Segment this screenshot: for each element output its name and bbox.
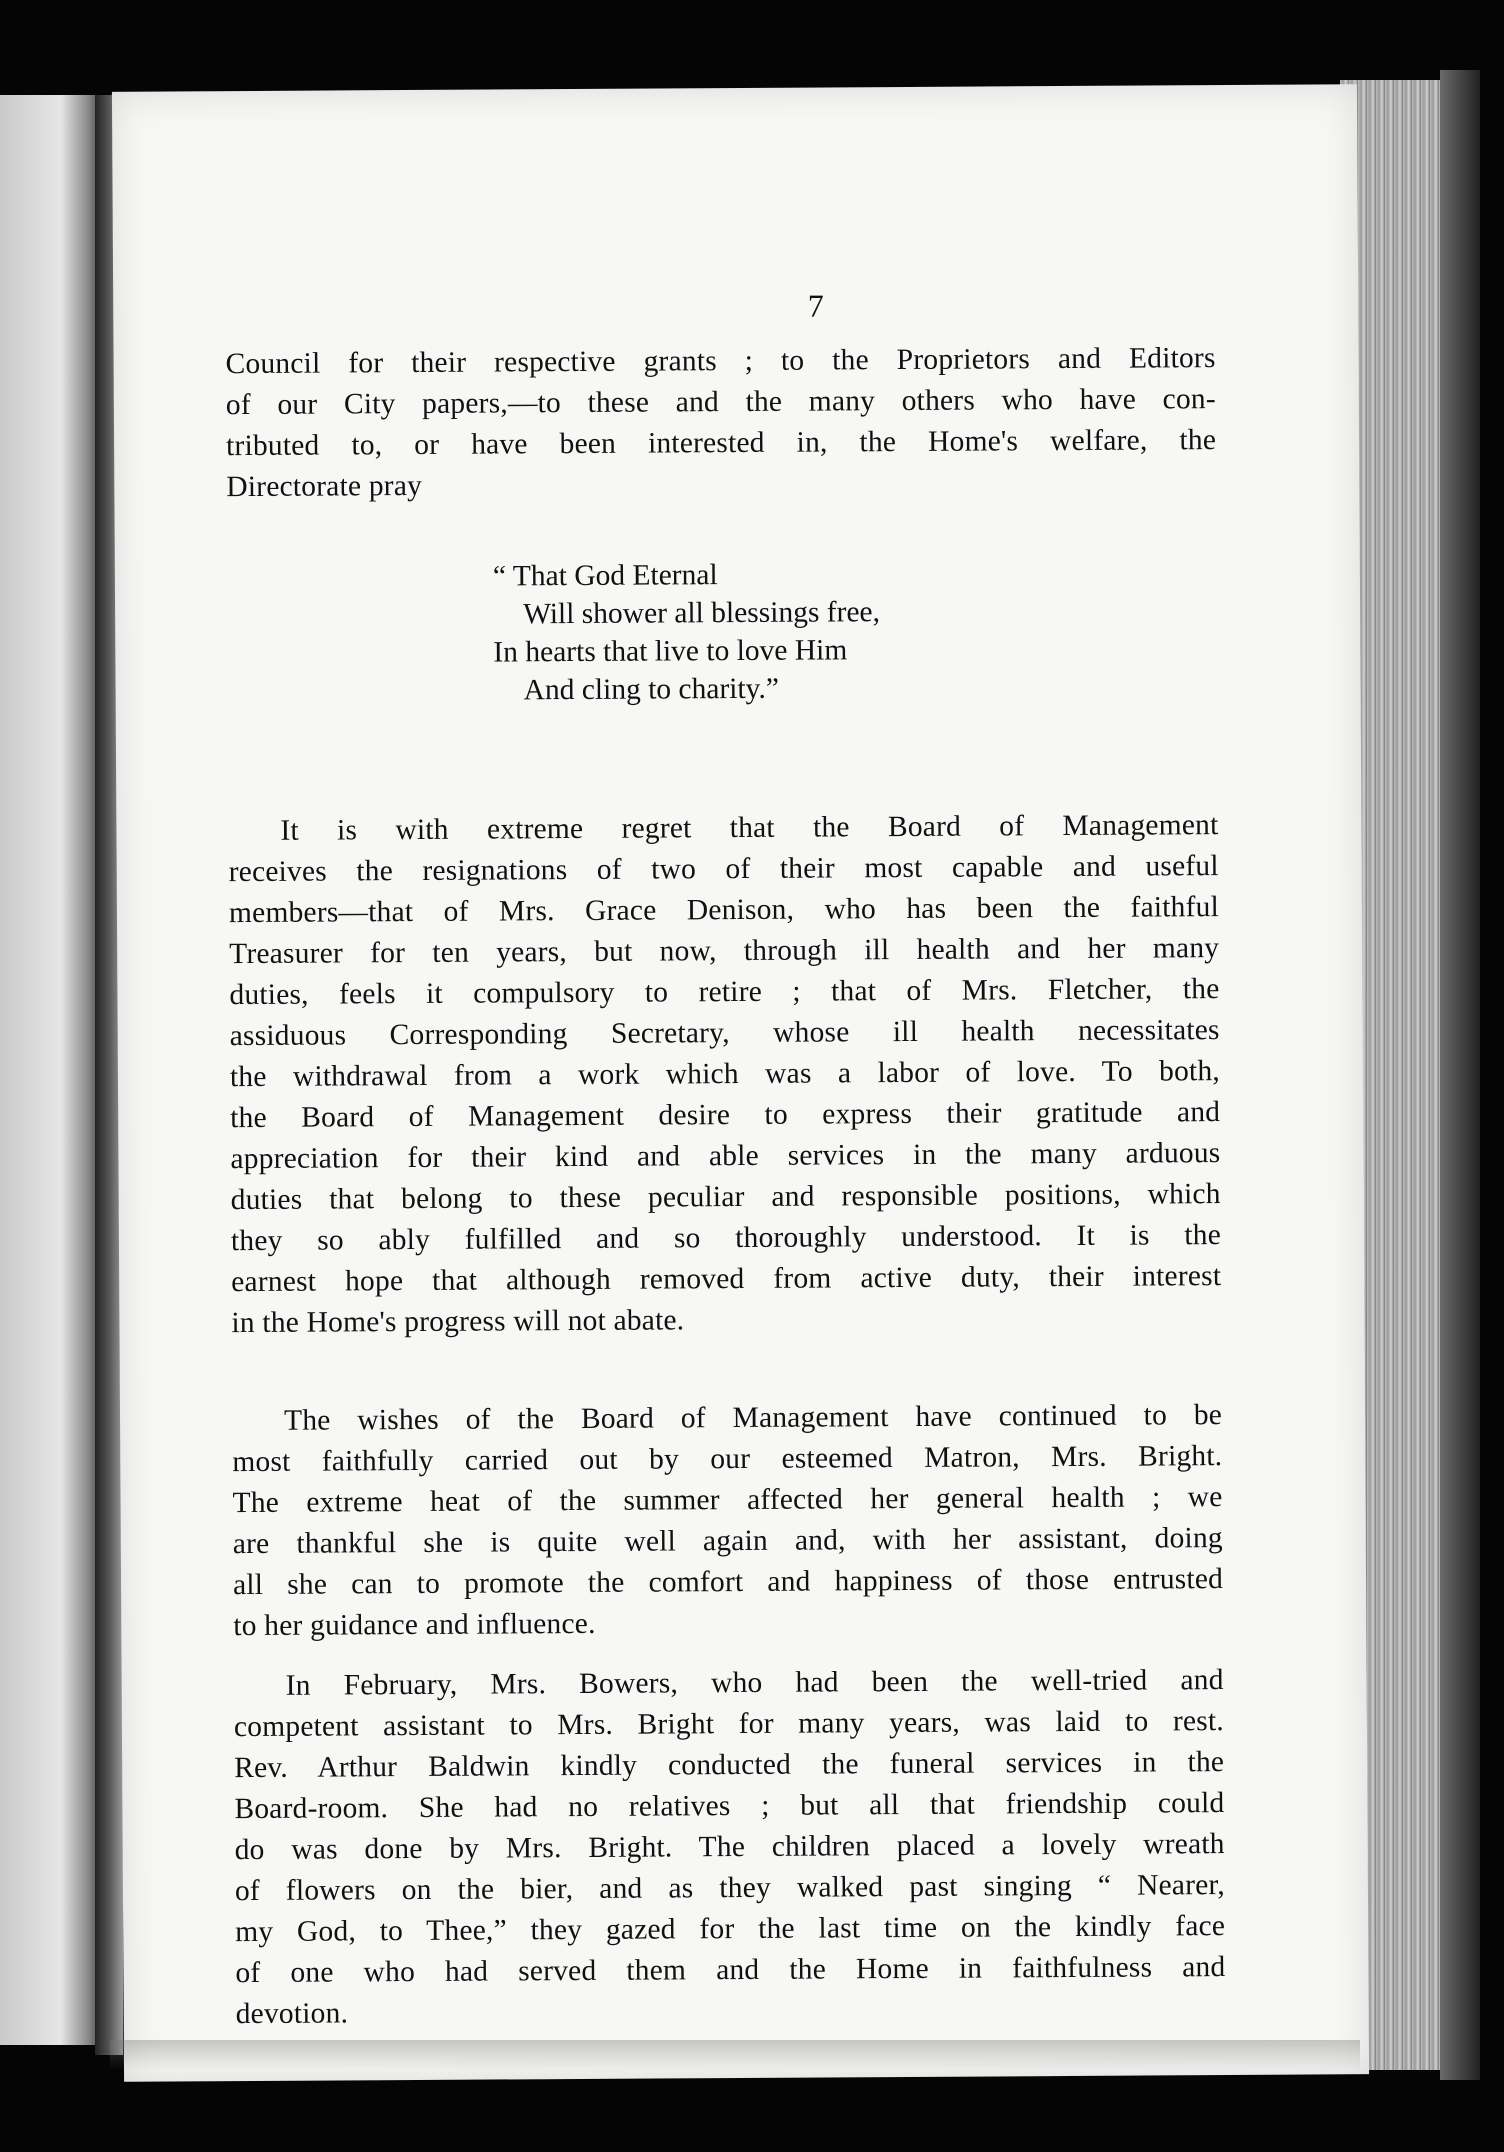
text-line: competent assistant to Mrs. Bright for many years, was laid to rest. bbox=[233, 1705, 1225, 1744]
text-line: earnest hope that although removed from active duty, their interest bbox=[231, 1260, 1222, 1299]
text-line: members—that of Mrs. Grace Denison, who has been the faithful bbox=[228, 891, 1220, 930]
poem-line: And cling to charity.” bbox=[523, 672, 780, 707]
text-line: Treasurer for ten years, but now, through ill health and her many bbox=[229, 932, 1220, 971]
poem-line: Will shower all blessings free, bbox=[523, 596, 881, 631]
text-line: Rev. Arthur Baldwin kindly conducted the funeral services in the bbox=[234, 1746, 1225, 1785]
text-line: the Board of Management desire to express their gratitude and bbox=[230, 1096, 1221, 1135]
text-line: in the Home's progress will not abate. bbox=[231, 1304, 685, 1340]
paragraph-bowers bbox=[234, 1660, 1226, 2035]
text-line: In February, Mrs. Bowers, who had been the well-tried and bbox=[285, 1664, 1224, 1702]
text-line: It is with extreme regret that the Board of Management bbox=[280, 809, 1219, 847]
poem-line: In hearts that live to love Him bbox=[493, 634, 848, 669]
paragraph-resignations bbox=[228, 805, 1221, 1344]
book-page bbox=[112, 84, 1369, 2082]
page-number: 7 bbox=[807, 287, 824, 324]
text-line: tributed to, or have been interested in, the Home's welfare, the bbox=[226, 424, 1217, 463]
text-line: to her guidance and influence. bbox=[233, 1607, 596, 1643]
text-line: duties, feels it compulsory to retire ; that of Mrs. Fletcher, the bbox=[229, 973, 1220, 1012]
paragraph-matron bbox=[232, 1395, 1223, 1647]
text-line: of one who had served them and the Home in faithfulness and bbox=[235, 1951, 1226, 1990]
text-line: receives the resignations of two of their most capable and useful bbox=[228, 850, 1219, 889]
left-page-edge bbox=[0, 95, 110, 2045]
text-line: do was done by Mrs. Bright. The children placed a lovely wreath bbox=[234, 1828, 1225, 1867]
text-line: most faithfully carried out by our esteemed Matron, Mrs. Bright. bbox=[232, 1440, 1223, 1479]
text-line: of flowers on the bier, and as they walked past singing “ Nearer, bbox=[234, 1869, 1226, 1908]
paragraph-grants bbox=[225, 338, 1216, 508]
text-line: appreciation for their kind and able services in the many arduous bbox=[230, 1137, 1221, 1176]
text-line: The wishes of the Board of Management have continued to be bbox=[283, 1399, 1223, 1437]
text-line: Council for their respective grants ; to the Proprietors and Editors bbox=[225, 342, 1216, 381]
text-line: Board-room. She had no relatives ; but all that friendship could bbox=[234, 1787, 1225, 1826]
text-line: the withdrawal from a work which was a labor of love. To both, bbox=[229, 1055, 1221, 1094]
book-cover-edge bbox=[1440, 70, 1480, 2080]
text-line: duties that belong to these peculiar and responsible positions, which bbox=[230, 1178, 1221, 1217]
poem-line: “ That God Eternal bbox=[492, 559, 718, 593]
text-line: all she can to promote the comfort and happiness of those entrusted bbox=[232, 1563, 1224, 1602]
page-content bbox=[112, 84, 1369, 2082]
text-line: assiduous Corresponding Secretary, whose ill health necessitates bbox=[229, 1014, 1220, 1053]
page-bottom-shadow bbox=[110, 2040, 1360, 2070]
poem-quote bbox=[493, 555, 881, 709]
text-line: my God, to Thee,” they gazed for the last time on the kindly face bbox=[235, 1910, 1226, 1949]
text-line: of our City papers,—to these and the many others who have con- bbox=[225, 383, 1216, 422]
text-line: they so ably fulfilled and so thoroughly understood. It is the bbox=[230, 1219, 1222, 1258]
text-line: The extreme heat of the summer affected her general health ; we bbox=[232, 1481, 1223, 1520]
text-line: are thankful she is quite well again and, with her assistant, doing bbox=[232, 1522, 1223, 1561]
text-line: Directorate pray bbox=[226, 469, 423, 504]
text-line: devotion. bbox=[235, 1997, 349, 2031]
